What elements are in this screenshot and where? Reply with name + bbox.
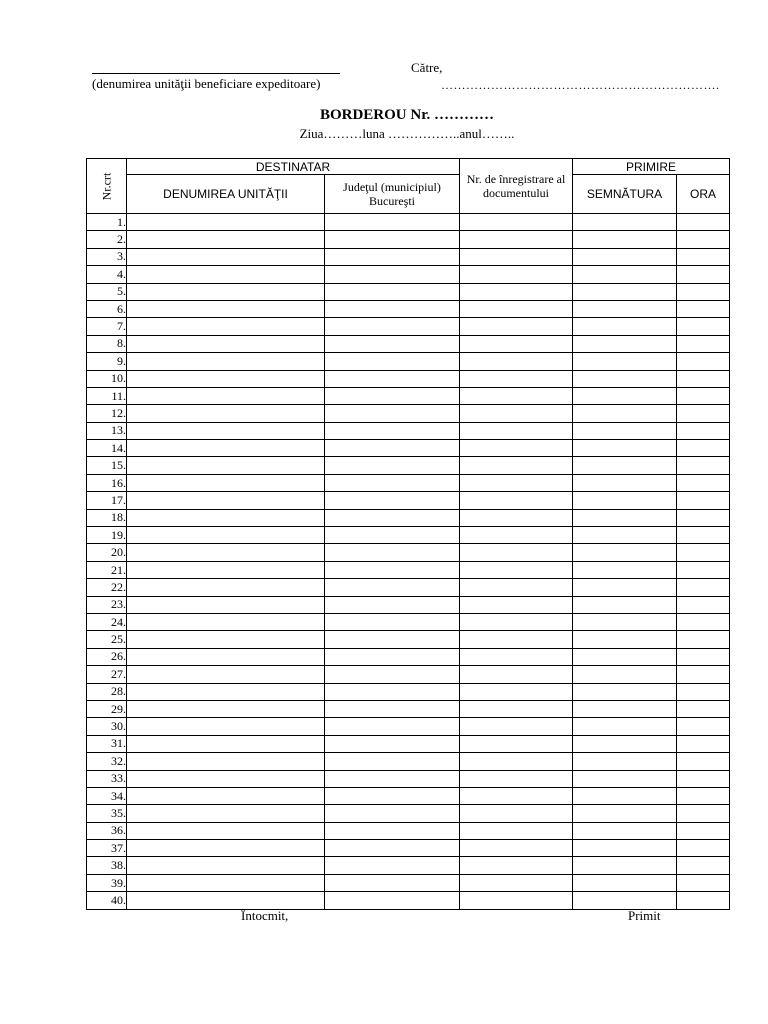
judetul-cell[interactable]: [325, 248, 460, 265]
judetul-cell[interactable]: [325, 527, 460, 544]
table-row: [87, 422, 730, 439]
semnatura-cell[interactable]: [573, 735, 677, 752]
ora-cell[interactable]: [677, 648, 730, 665]
ora-cell[interactable]: [677, 735, 730, 752]
judetul-cell[interactable]: [325, 735, 460, 752]
semnatura-cell[interactable]: [573, 805, 677, 822]
semnatura-cell[interactable]: [573, 440, 677, 457]
judetul-cell[interactable]: [325, 857, 460, 874]
nr-registration-cell[interactable]: [460, 648, 573, 665]
semnatura-cell[interactable]: [573, 266, 677, 283]
row-number: 27.: [87, 666, 127, 683]
row-number: 17.: [87, 492, 127, 509]
denumirea-cell[interactable]: [127, 544, 325, 561]
judetul-cell[interactable]: [325, 700, 460, 717]
denumirea-cell[interactable]: [127, 753, 325, 770]
row-number: 7.: [87, 318, 127, 335]
denumirea-cell[interactable]: [127, 266, 325, 283]
nr-registration-cell[interactable]: [460, 718, 573, 735]
table-row: [87, 613, 730, 630]
nr-registration-cell[interactable]: [460, 318, 573, 335]
nr-crt-header: Nr.crt: [87, 159, 127, 214]
denumirea-cell[interactable]: [127, 770, 325, 787]
table-row: [87, 370, 730, 387]
denumirea-cell[interactable]: [127, 561, 325, 578]
table-row: [87, 300, 730, 317]
semnatura-cell[interactable]: [573, 318, 677, 335]
ora-cell[interactable]: [677, 457, 730, 474]
judetul-cell[interactable]: [325, 840, 460, 857]
table-row: [87, 387, 730, 404]
semnatura-cell[interactable]: [573, 631, 677, 648]
judetul-cell[interactable]: [325, 648, 460, 665]
nr-registration-cell[interactable]: [460, 370, 573, 387]
nr-registration-cell[interactable]: [460, 405, 573, 422]
ora-cell[interactable]: [677, 840, 730, 857]
semnatura-cell[interactable]: [573, 822, 677, 839]
nr-registration-cell[interactable]: [460, 353, 573, 370]
intocmit-label: Întocmit,: [241, 908, 289, 923]
denumirea-cell[interactable]: [127, 857, 325, 874]
nr-registration-cell[interactable]: [460, 527, 573, 544]
ora-cell[interactable]: [677, 353, 730, 370]
denumirea-cell[interactable]: [127, 405, 325, 422]
table-row: [87, 318, 730, 335]
row-number: 32.: [87, 753, 127, 770]
semnatura-cell[interactable]: [573, 753, 677, 770]
nr-registration-cell[interactable]: [460, 787, 573, 804]
judetul-cell[interactable]: [325, 596, 460, 613]
table-row: [87, 457, 730, 474]
recipient-field[interactable]: ………………………………………………………….: [441, 78, 720, 92]
denumirea-cell[interactable]: [127, 492, 325, 509]
table-row: [87, 840, 730, 857]
semnatura-cell[interactable]: [573, 579, 677, 596]
ora-cell[interactable]: [677, 318, 730, 335]
denumirea-cell[interactable]: [127, 387, 325, 404]
denumirea-cell[interactable]: [127, 353, 325, 370]
semnatura-cell[interactable]: [573, 214, 677, 231]
ora-cell[interactable]: [677, 492, 730, 509]
denumirea-cell[interactable]: [127, 370, 325, 387]
semnatura-cell[interactable]: [573, 283, 677, 300]
judetul-header: Judeţul (municipiul) Bucureşti: [325, 175, 460, 214]
semnatura-cell[interactable]: [573, 492, 677, 509]
ora-cell[interactable]: [677, 527, 730, 544]
table-row: [87, 822, 730, 839]
semnatura-cell[interactable]: [573, 613, 677, 630]
judetul-cell[interactable]: [325, 683, 460, 700]
ora-cell[interactable]: [677, 387, 730, 404]
denumirea-cell[interactable]: [127, 718, 325, 735]
row-number: 21.: [87, 561, 127, 578]
semnatura-cell[interactable]: [573, 335, 677, 352]
row-number: 6.: [87, 300, 127, 317]
table-row: [87, 648, 730, 665]
table-row: [87, 787, 730, 804]
semnatura-cell[interactable]: [573, 231, 677, 248]
ora-cell[interactable]: [677, 561, 730, 578]
nr-registration-cell[interactable]: [460, 753, 573, 770]
row-number: 36.: [87, 822, 127, 839]
ora-cell[interactable]: [677, 283, 730, 300]
primit-label: Primit: [628, 908, 661, 923]
nr-registration-cell[interactable]: [460, 214, 573, 231]
judetul-cell[interactable]: [325, 753, 460, 770]
ora-cell[interactable]: [677, 770, 730, 787]
row-number: 4.: [87, 266, 127, 283]
semnatura-cell[interactable]: [573, 422, 677, 439]
table-row: [87, 544, 730, 561]
ora-cell[interactable]: [677, 613, 730, 630]
ora-cell[interactable]: [677, 231, 730, 248]
table-row: [87, 892, 730, 909]
row-number: 5.: [87, 283, 127, 300]
table-row: [87, 474, 730, 491]
table-row: [87, 248, 730, 265]
ora-cell[interactable]: [677, 370, 730, 387]
denumirea-cell[interactable]: [127, 631, 325, 648]
denumirea-cell[interactable]: [127, 822, 325, 839]
judetul-cell[interactable]: [325, 300, 460, 317]
nr-registration-cell[interactable]: [460, 283, 573, 300]
primire-header: PRIMIRE: [573, 159, 730, 175]
judetul-cell[interactable]: [325, 631, 460, 648]
ora-cell[interactable]: [677, 335, 730, 352]
denumirea-cell[interactable]: [127, 735, 325, 752]
table-row: [87, 857, 730, 874]
judetul-cell[interactable]: [325, 353, 460, 370]
to-label: Către,: [411, 60, 443, 75]
judetul-cell[interactable]: [325, 561, 460, 578]
row-number: 39.: [87, 874, 127, 891]
row-number: 18.: [87, 509, 127, 526]
row-number: 35.: [87, 805, 127, 822]
nr-registration-cell[interactable]: [460, 457, 573, 474]
table-row: [87, 405, 730, 422]
table-row: [87, 561, 730, 578]
row-number: 31.: [87, 735, 127, 752]
judetul-cell[interactable]: [325, 214, 460, 231]
judetul-cell[interactable]: [325, 370, 460, 387]
ora-cell[interactable]: [677, 631, 730, 648]
ora-cell[interactable]: [677, 300, 730, 317]
row-number: 23.: [87, 596, 127, 613]
semnatura-cell[interactable]: [573, 527, 677, 544]
ora-cell[interactable]: [677, 596, 730, 613]
judetul-cell[interactable]: [325, 613, 460, 630]
row-number: 38.: [87, 857, 127, 874]
judetul-cell[interactable]: [325, 509, 460, 526]
table-row: [87, 770, 730, 787]
row-number: 30.: [87, 718, 127, 735]
denumirea-cell[interactable]: [127, 248, 325, 265]
judetul-cell[interactable]: [325, 422, 460, 439]
nr-registration-cell[interactable]: [460, 892, 573, 909]
ora-cell[interactable]: [677, 509, 730, 526]
row-number: 12.: [87, 405, 127, 422]
ora-cell[interactable]: [677, 874, 730, 891]
table-row: [87, 527, 730, 544]
denumirea-cell[interactable]: [127, 840, 325, 857]
nr-registration-cell[interactable]: [460, 770, 573, 787]
denumirea-cell[interactable]: [127, 422, 325, 439]
row-number: 19.: [87, 527, 127, 544]
ora-cell[interactable]: [677, 214, 730, 231]
ora-cell[interactable]: [677, 666, 730, 683]
semnatura-cell[interactable]: [573, 544, 677, 561]
nr-registration-cell[interactable]: [460, 874, 573, 891]
row-number: 34.: [87, 787, 127, 804]
nr-registration-cell[interactable]: [460, 422, 573, 439]
page-title: BORDEROU Nr. …………: [319, 107, 495, 123]
nr-registration-cell[interactable]: [460, 300, 573, 317]
denumirea-cell[interactable]: [127, 666, 325, 683]
judetul-cell[interactable]: [325, 318, 460, 335]
judetul-cell[interactable]: [325, 892, 460, 909]
table-row: [87, 440, 730, 457]
table-row: [87, 266, 730, 283]
ora-cell[interactable]: [677, 579, 730, 596]
table-row: [87, 231, 730, 248]
judetul-cell[interactable]: [325, 266, 460, 283]
ora-cell[interactable]: [677, 718, 730, 735]
nr-registration-cell[interactable]: [460, 666, 573, 683]
judetul-cell[interactable]: [325, 718, 460, 735]
denumirea-header: DENUMIREA UNITĂŢII: [127, 175, 325, 214]
row-number: 11.: [87, 387, 127, 404]
row-number: 9.: [87, 353, 127, 370]
denumirea-cell[interactable]: [127, 683, 325, 700]
ora-cell[interactable]: [677, 248, 730, 265]
ora-cell[interactable]: [677, 474, 730, 491]
table-row: [87, 579, 730, 596]
semnatura-cell[interactable]: [573, 509, 677, 526]
table-row: [87, 596, 730, 613]
semnatura-cell[interactable]: [573, 405, 677, 422]
ora-cell[interactable]: [677, 857, 730, 874]
row-number: 13.: [87, 422, 127, 439]
judetul-cell[interactable]: [325, 787, 460, 804]
ora-cell[interactable]: [677, 805, 730, 822]
denumirea-cell[interactable]: [127, 457, 325, 474]
judetul-cell[interactable]: [325, 579, 460, 596]
denumirea-cell[interactable]: [127, 874, 325, 891]
semnatura-cell[interactable]: [573, 892, 677, 909]
denumirea-cell[interactable]: [127, 613, 325, 630]
judetul-cell[interactable]: [325, 822, 460, 839]
nr-registration-cell[interactable]: [460, 387, 573, 404]
denumirea-cell[interactable]: [127, 474, 325, 491]
row-number: 24.: [87, 613, 127, 630]
semnatura-cell[interactable]: [573, 787, 677, 804]
row-number: 26.: [87, 648, 127, 665]
ora-cell[interactable]: [677, 892, 730, 909]
semnatura-cell[interactable]: [573, 370, 677, 387]
nr-registration-cell[interactable]: [460, 335, 573, 352]
nr-registration-cell[interactable]: [460, 474, 573, 491]
nr-registration-cell[interactable]: [460, 544, 573, 561]
judetul-cell[interactable]: [325, 770, 460, 787]
table-row: [87, 683, 730, 700]
denumirea-cell[interactable]: [127, 335, 325, 352]
table-row: [87, 353, 730, 370]
semnatura-cell[interactable]: [573, 596, 677, 613]
nr-registration-header: Nr. de înregistrare al documentului: [460, 159, 573, 214]
row-number: 1.: [87, 214, 127, 231]
row-number: 14.: [87, 440, 127, 457]
table-row: [87, 735, 730, 752]
table-row: [87, 335, 730, 352]
nr-registration-cell[interactable]: [460, 683, 573, 700]
judetul-cell[interactable]: [325, 805, 460, 822]
table-row: [87, 874, 730, 891]
denumirea-cell[interactable]: [127, 318, 325, 335]
judetul-cell[interactable]: [325, 666, 460, 683]
semnatura-cell[interactable]: [573, 718, 677, 735]
semnatura-cell[interactable]: [573, 561, 677, 578]
denumirea-cell[interactable]: [127, 527, 325, 544]
semnatura-cell[interactable]: [573, 683, 677, 700]
nr-registration-cell[interactable]: [460, 231, 573, 248]
row-number: 15.: [87, 457, 127, 474]
nr-registration-cell[interactable]: [460, 613, 573, 630]
row-number: 25.: [87, 631, 127, 648]
nr-registration-cell[interactable]: [460, 822, 573, 839]
ora-cell[interactable]: [677, 440, 730, 457]
row-number: 29.: [87, 700, 127, 717]
row-number: 40.: [87, 892, 127, 909]
nr-registration-cell[interactable]: [460, 805, 573, 822]
denumirea-cell[interactable]: [127, 440, 325, 457]
judetul-cell[interactable]: [325, 335, 460, 352]
denumirea-cell[interactable]: [127, 648, 325, 665]
semnatura-header: SEMNĂTURA: [573, 175, 677, 214]
semnatura-cell[interactable]: [573, 353, 677, 370]
ora-cell[interactable]: [677, 683, 730, 700]
denumirea-cell[interactable]: [127, 283, 325, 300]
table-row: [87, 283, 730, 300]
nr-registration-cell[interactable]: [460, 735, 573, 752]
nr-registration-cell[interactable]: [460, 492, 573, 509]
judetul-cell[interactable]: [325, 474, 460, 491]
judetul-cell[interactable]: [325, 874, 460, 891]
ora-cell[interactable]: [677, 266, 730, 283]
denumirea-cell[interactable]: [127, 700, 325, 717]
semnatura-cell[interactable]: [573, 648, 677, 665]
nr-registration-cell[interactable]: [460, 857, 573, 874]
judetul-cell[interactable]: [325, 387, 460, 404]
semnatura-cell[interactable]: [573, 248, 677, 265]
denumirea-cell[interactable]: [127, 787, 325, 804]
semnatura-cell[interactable]: [573, 666, 677, 683]
sender-signature-line: [92, 73, 340, 74]
table-row: [87, 718, 730, 735]
sender-caption: (denumirea unităţii beneficiare expeditoare): [92, 76, 321, 91]
ora-cell[interactable]: [677, 753, 730, 770]
table-row: [87, 753, 730, 770]
nr-registration-cell[interactable]: [460, 509, 573, 526]
denumirea-cell[interactable]: [127, 509, 325, 526]
row-number: 16.: [87, 474, 127, 491]
semnatura-cell[interactable]: [573, 874, 677, 891]
denumirea-cell[interactable]: [127, 805, 325, 822]
ora-cell[interactable]: [677, 787, 730, 804]
judetul-cell[interactable]: [325, 231, 460, 248]
semnatura-cell[interactable]: [573, 387, 677, 404]
denumirea-cell[interactable]: [127, 892, 325, 909]
date-line[interactable]: Ziua………luna ……………..anul……..: [299, 126, 515, 141]
register-table: [86, 158, 730, 910]
denumirea-cell[interactable]: [127, 300, 325, 317]
denumirea-cell[interactable]: [127, 231, 325, 248]
nr-registration-cell[interactable]: [460, 631, 573, 648]
row-number: 37.: [87, 840, 127, 857]
denumirea-cell[interactable]: [127, 214, 325, 231]
ora-header: ORA: [677, 175, 730, 214]
row-number: 20.: [87, 544, 127, 561]
nr-registration-cell[interactable]: [460, 248, 573, 265]
table-row: [87, 631, 730, 648]
table-row: [87, 509, 730, 526]
table-row: [87, 492, 730, 509]
judetul-cell[interactable]: [325, 405, 460, 422]
semnatura-cell[interactable]: [573, 857, 677, 874]
table-row: [87, 666, 730, 683]
denumirea-cell[interactable]: [127, 579, 325, 596]
table-row: [87, 700, 730, 717]
row-number: 28.: [87, 683, 127, 700]
nr-registration-cell[interactable]: [460, 561, 573, 578]
nr-registration-cell[interactable]: [460, 266, 573, 283]
row-number: 10.: [87, 370, 127, 387]
table-row: [87, 214, 730, 231]
row-number: 33.: [87, 770, 127, 787]
table-row: [87, 805, 730, 822]
judetul-cell[interactable]: [325, 283, 460, 300]
nr-registration-cell[interactable]: [460, 840, 573, 857]
judetul-cell[interactable]: [325, 492, 460, 509]
nr-registration-cell[interactable]: [460, 579, 573, 596]
row-number: 22.: [87, 579, 127, 596]
row-number: 2.: [87, 231, 127, 248]
ora-cell[interactable]: [677, 405, 730, 422]
row-number: 3.: [87, 248, 127, 265]
ora-cell[interactable]: [677, 822, 730, 839]
semnatura-cell[interactable]: [573, 770, 677, 787]
ora-cell[interactable]: [677, 422, 730, 439]
semnatura-cell[interactable]: [573, 474, 677, 491]
nr-registration-cell[interactable]: [460, 700, 573, 717]
row-number: 8.: [87, 335, 127, 352]
ora-cell[interactable]: [677, 544, 730, 561]
destinatar-header: DESTINATAR: [127, 159, 460, 175]
judetul-cell[interactable]: [325, 457, 460, 474]
denumirea-cell[interactable]: [127, 596, 325, 613]
ora-cell[interactable]: [677, 700, 730, 717]
nr-registration-cell[interactable]: [460, 596, 573, 613]
semnatura-cell[interactable]: [573, 700, 677, 717]
semnatura-cell[interactable]: [573, 840, 677, 857]
nr-registration-cell[interactable]: [460, 440, 573, 457]
semnatura-cell[interactable]: [573, 300, 677, 317]
semnatura-cell[interactable]: [573, 457, 677, 474]
judetul-cell[interactable]: [325, 544, 460, 561]
judetul-cell[interactable]: [325, 440, 460, 457]
